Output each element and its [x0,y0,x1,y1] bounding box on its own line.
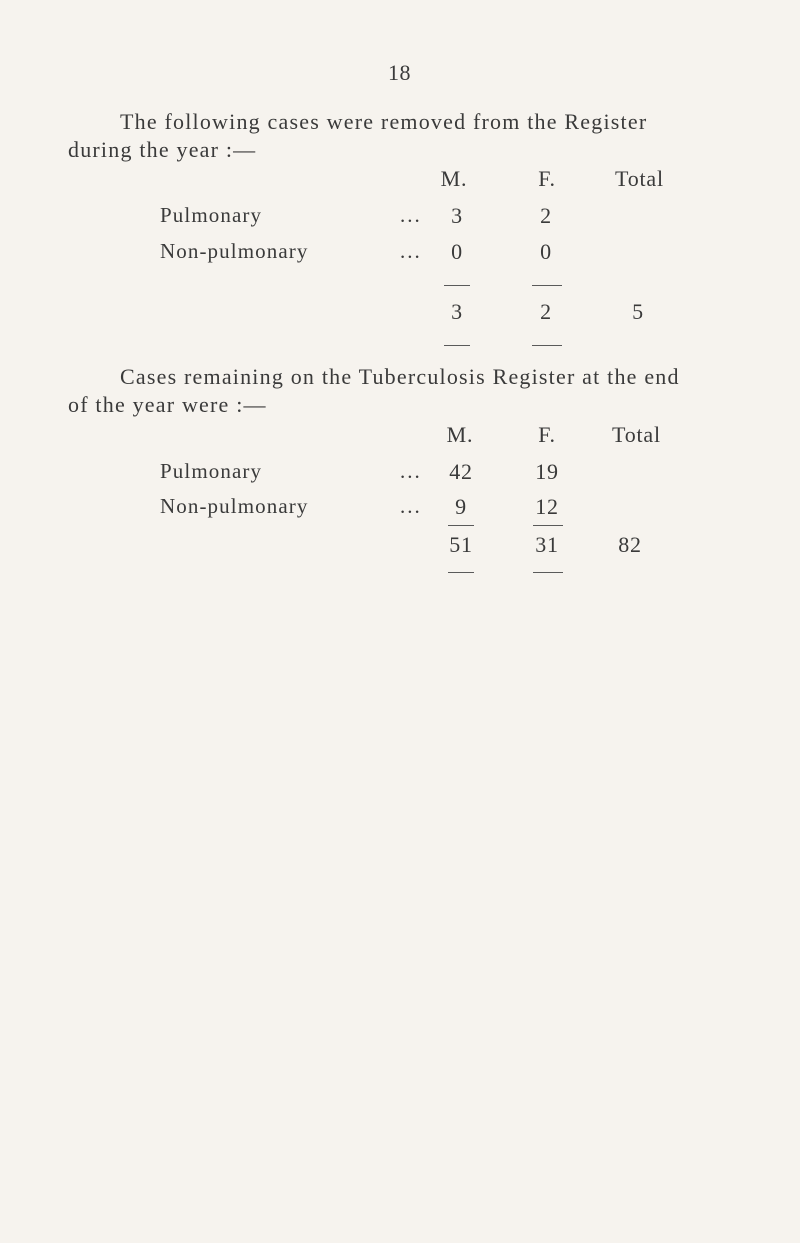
removed-intro-line2: during the year :— [68,137,257,162]
cell-f: 2 [540,203,552,228]
row-label: Non-pulmonary [160,239,309,263]
subtotal-rule-f [533,525,563,526]
subtotal-rule-m [448,525,474,526]
leader-dots: ... [400,239,422,263]
removed-header-f: F. [538,166,556,191]
remaining-intro-line2: of the year were :— [68,392,267,417]
remaining-header-m: M. [446,422,474,447]
total-rule-m [448,572,474,573]
removed-total-grand: 5 [632,299,644,324]
removed-total-m: 3 [451,299,463,324]
leader-dots: ... [400,494,422,518]
subtotal-rule-f [532,285,562,286]
removed-intro-line1: The following cases were removed from the Register [120,109,648,134]
leader-dots: ... [400,459,422,483]
removed-header-total: Total [615,166,664,191]
total-rule-m [444,345,470,346]
remaining-total-grand: 82 [618,532,642,557]
cell-m: 0 [451,239,463,264]
total-rule-f [533,572,563,573]
row-label: Pulmonary [160,203,263,227]
row-label: Non-pulmonary [160,494,309,518]
removed-total-f: 2 [540,299,552,324]
cell-m: 3 [451,203,463,228]
remaining-total-f: 31 [535,532,559,557]
row-label: Pulmonary [160,459,263,483]
cell-f: 0 [540,239,552,264]
remaining-intro-line1: Cases remaining on the Tuberculosis Register at the end [120,364,680,389]
remaining-header-f: F. [538,422,556,447]
leader-dots: ... [400,203,422,227]
remaining-header-total: Total [612,422,661,447]
removed-header-m: M. [440,166,468,191]
total-rule-f [532,345,562,346]
page-number: 18 [388,60,411,85]
cell-m: 42 [449,459,473,484]
cell-f: 12 [535,494,559,519]
cell-m: 9 [455,494,467,519]
remaining-total-m: 51 [449,532,473,557]
cell-f: 19 [535,459,559,484]
subtotal-rule-m [444,285,470,286]
